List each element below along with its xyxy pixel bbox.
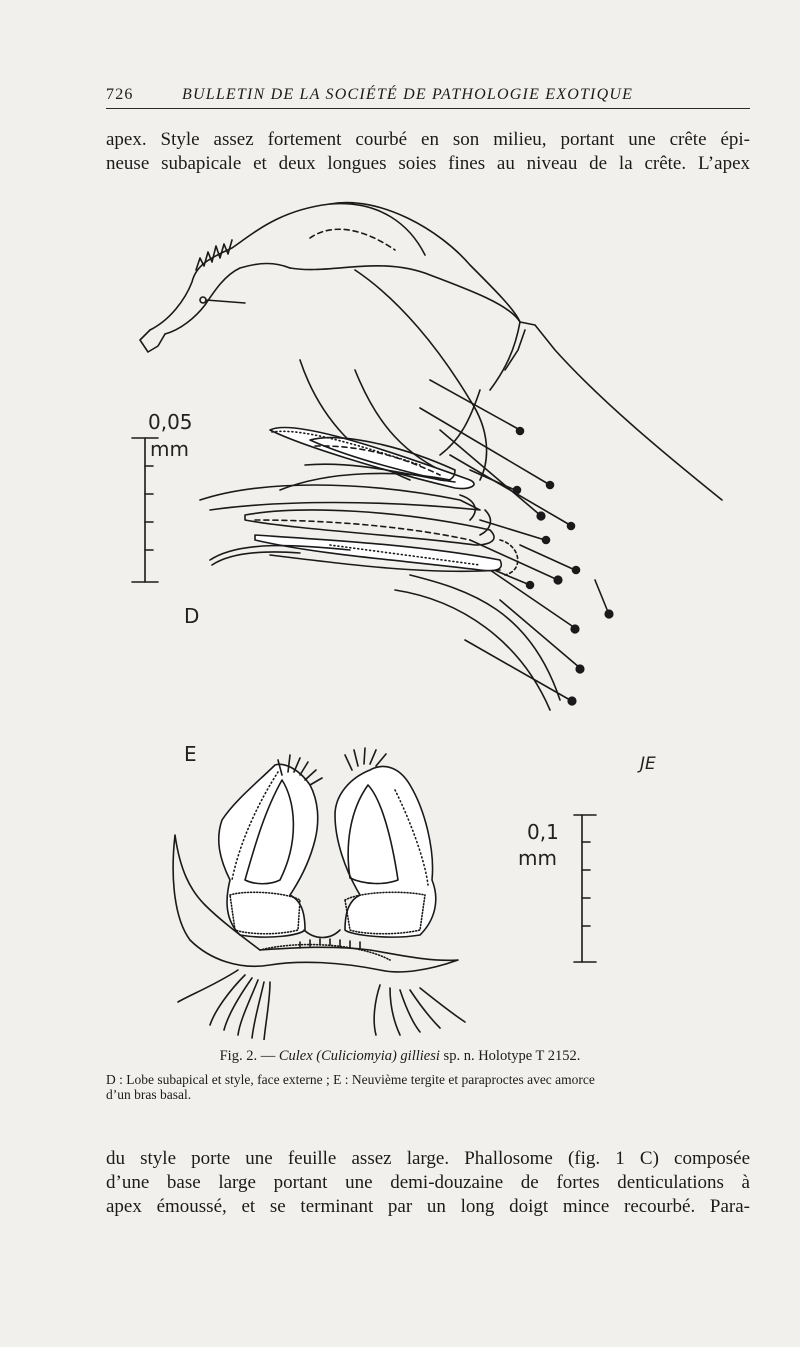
text-line: apex. Style assez fortement courbé en son milieu, portant une crête épi- (106, 129, 750, 150)
caption-line: D : Lobe subapical et style, face externe ; E : Neuvième tergite et paraproctes avec amorce (106, 1072, 595, 1087)
figure-d-drawing (140, 203, 722, 710)
figure-label-d: D (184, 604, 200, 628)
page-number: 726 (106, 86, 134, 103)
figure-drawing (0, 190, 800, 1040)
text-line: du style porte une feuille assez large. Phallosome (fig. 1 C) composée (106, 1148, 750, 1169)
style-apex (140, 330, 165, 352)
scale-d-value: 0,05 (148, 410, 193, 434)
caption-prefix: Fig. 2. — (219, 1048, 279, 1064)
artist-signature: JE (640, 754, 656, 774)
dashed-line (310, 229, 395, 250)
caption-suffix: sp. n. Holotype T 2152. (439, 1048, 581, 1064)
scale-e-unit: mm (518, 846, 557, 870)
scale-d-unit: mm (150, 437, 189, 461)
figure-e-drawing (173, 748, 465, 1040)
figure-label-e: E (184, 742, 197, 766)
text-line: d’une base large portant une demi-douzaine de fortes denticulations à (106, 1172, 750, 1193)
text-line: apex émoussé, et se terminant par un long doigt mince recourbé. Para- (106, 1196, 750, 1217)
body-text-bottom (106, 1147, 750, 1219)
scale-bar-e (574, 815, 596, 962)
figure-caption-title (0, 1048, 800, 1065)
figure-caption-body (106, 1072, 746, 1102)
running-head (106, 84, 750, 109)
basimere-outline (290, 266, 520, 390)
caption-line: d’un bras basal. (106, 1087, 192, 1102)
scale-e-value: 0,1 (527, 820, 559, 844)
text-line: neuse subapicale et deux longues soies fines au niveau de la crête. L’apex (106, 153, 750, 174)
body-text-top (106, 128, 750, 176)
journal-title: BULLETIN DE LA SOCIÉTÉ DE PATHOLOGIE EXOTIQUE (182, 86, 634, 103)
caption-species: Culex (Culiciomyia) gilliesi (278, 1048, 440, 1064)
